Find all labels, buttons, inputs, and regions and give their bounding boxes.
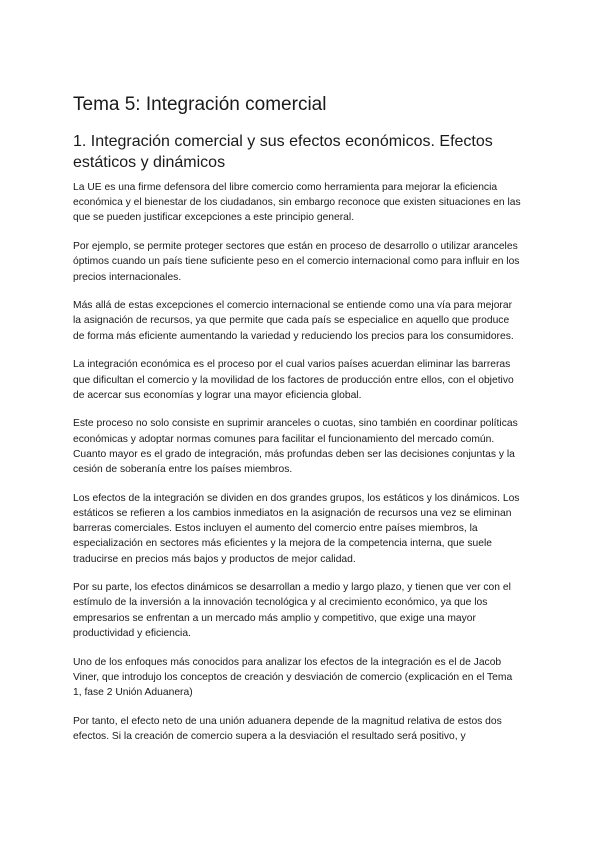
paragraph-6: Los efectos de la integración se dividen en dos grandes grupos, los estáticos y los dinámicos. Los estáticos se refieren a los cambios inmediatos en la asignación de recursos una vez se eliminan barreras comerciales. Estos incluyen el aumento del comercio entre países miembros, la especialización en sectores más eficientes y la mejora de la competencia interna, que suele traducirse en precios más bajos y productos de mejor calidad. [73,492,520,565]
page-title: Tema 5: Integración comercial [73,94,327,115]
paragraph-4: La integración económica es el proceso por el cual varios países acuerdan eliminar las barreras que dificultan el comercio y la movilidad de los factores de producción entre ellos, con el objetivo de acercar sus economías y lograr una mayor eficiencia global. [73,359,514,401]
paragraph-1: La UE es una firme defensora del libre comercio como herramienta para mejorar la eficiencia económica y el bienestar de los ciudadanos, sin embargo reconoce que existen situaciones en las que se pueden justificar excepciones a este principio general. [73,182,521,224]
paragraph-2: Por ejemplo, se permite proteger sectores que están en proceso de desarrollo o utilizar aranceles óptimos cuando un país tiene suficiente peso en el comercio internacional como para influir en los precios internacionales. [73,241,520,283]
paragraph-9: Por tanto, el efecto neto de una unión aduanera depende de la magnitud relativa de estos dos efectos. Si la creación de comercio supera a la desviación el resultado será positivo, y [73,715,502,742]
paragraph-3: Más allá de estas excepciones el comercio internacional se entiende como una vía para mejorar la asignación de recursos, ya que permite que cada país se especialice en aquello que produce de forma más eficiente aumentando la variedad y reduciendo los precios para los consumidores. [73,300,514,342]
section-heading: 1. Integración comercial y sus efectos económicos. Efectos estáticos y dinámicos [73,133,493,171]
paragraph-7: Por su parte, los efectos dinámicos se desarrollan a medio y largo plazo, y tienen que ver con el estímulo de la inversión a la innovación tecnológica y al crecimiento económico, ya que los empresarios se enfrentan a un mercado más amplio y competitivo, que exige una mayor productividad y eficiencia. [73,582,511,639]
paragraph-5: Este proceso no solo consiste en suprimir aranceles o cuotas, sino también en coordinar políticas económicas y adoptar normas comunes para facilitar el funcionamiento del mercado común. Cuanto mayor es el grado de integración, más profundas deben ser las decisiones conjuntas y la cesión de soberanía entre los países miembros. [73,418,518,476]
paragraph-8: Uno de los enfoques más conocidos para analizar los efectos de la integración es el de Jacob Viner, que introdujo los conceptos de creación y desviación de comercio (explicación en el Tema 1, fase 2 Unión Aduanera) [73,656,513,698]
